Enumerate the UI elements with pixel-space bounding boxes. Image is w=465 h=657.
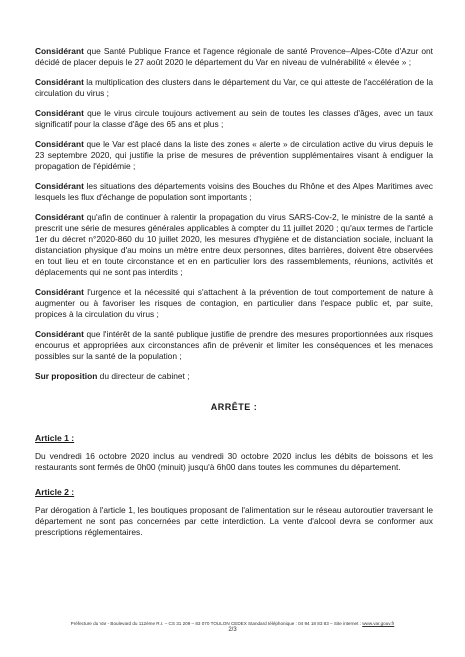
paragraph-lead: Considérant [35, 139, 84, 149]
article-title: Article 2 : [35, 487, 75, 497]
paragraph-lead: Considérant [35, 181, 84, 191]
paragraph-lead: Considérant [35, 212, 84, 222]
footer-address [0, 620, 465, 627]
article-text: Du vendredi 16 octobre 2020 inclus au vendredi 30 octobre 2020 inclus les débits de boissons et les restaurants sont fermés de 0h00 (minuit) jusqu'à 6h00 dans toutes les communes du département. [35, 451, 433, 472]
paragraph-lead: Considérant [35, 329, 84, 339]
paragraph-text: du directeur de cabinet ; [97, 371, 190, 381]
paragraph-text: la multiplication des clusters dans le département du Var, ce qui atteste de l'accélération de la circulation du virus ; [35, 77, 433, 98]
article-title: Article 1 : [35, 433, 75, 443]
considerant-paragraph [35, 329, 433, 362]
article-text: Par dérogation à l'article 1, les boutiques proposant de l'alimentation sur le réseau autoroutier traversant le département ne sont pas concernées par cette interdiction. La vente d'alcool devra se conformer aux prescriptions réglementaires. [35, 505, 433, 537]
paragraph-text: que l'intérêt de la santé publique justifie de prendre des mesures proportionnées aux risques encourus et appropriées aux circonstances afin de prévenir et limiter les conséquences et les menaces possibles sur la santé de la population ; [35, 329, 433, 361]
considerant-paragraph [35, 181, 433, 203]
considerant-paragraph [35, 108, 433, 130]
proposition-paragraph [35, 371, 433, 382]
paragraph-text: les situations des départements voisins des Bouches du Rhône et des Alpes Maritimes avec lesquels les flux d'échange de population sont importants ; [35, 181, 433, 202]
page-footer [0, 620, 465, 634]
considerant-paragraph [35, 139, 433, 172]
arrete-heading: ARRÊTE : [210, 402, 258, 412]
footer-website-link[interactable]: www.var.gouv.fr [362, 621, 395, 626]
paragraph-text: que le Var est placé dans la liste des zones « alerte » de circulation active du virus depuis le 23 septembre 2020, qui justifie la prise de mesures de prévention supplémentaires visant à endiguer la propagation de l'épidémie ; [35, 139, 433, 171]
footer-address-text: Préfecture du Var - Boulevard du 112ème R.I. – CS 31 209 – 83 070 TOULON CEDEX Standard téléphonique : 04 94 18 83 83 – Site internet : [70, 621, 363, 626]
paragraph-text: que le virus circule toujours activement au sein de toutes les classes d'âges, avec un taux significatif pour la classe d'âge des 65 ans et plus ; [35, 108, 433, 129]
considerant-list [35, 46, 433, 382]
paragraph-lead: Considérant [35, 46, 84, 56]
considerant-paragraph [35, 287, 433, 320]
paragraph-text: l'urgence et la nécessité qui s'attachent à la prévention de tout comportement de nature à augmenter ou à favoriser les risques de contagion, en particulier dans l'espace public et, par suite, propices à la circulation du virus ; [35, 287, 433, 319]
page-number: 2/3 [228, 627, 237, 633]
paragraph-text: qu'afin de continuer à ralentir la propagation du virus SARS-Cov-2, le ministre de la santé a prescrit une série de mesures générales applicables à compter du 11 juillet 2020 ; qu'aux termes de l'article 1er du décret n°2020-860 du 10 juillet 2020, les mesures d'hygiène et de distanciation sociale, incluant la distanciation physique d'au moins un mètre entre deux personnes, dites barrières, doivent être observées en tout lieu et en toute circonstance et en en particulier lors des rassemblements, réunions, activités et déplacements qui ne sont pas interdits ; [35, 212, 433, 277]
paragraph-lead: Sur proposition [35, 371, 98, 381]
considerant-paragraph [35, 77, 433, 99]
considerant-paragraph [35, 212, 433, 278]
article-2 [35, 482, 433, 538]
paragraph-lead: Considérant [35, 108, 84, 118]
paragraph-lead: Considérant [35, 77, 84, 87]
article-1 [35, 428, 433, 473]
paragraph-text: que Santé Publique France et l'agence régionale de santé Provence–Alpes-Côte d'Azur ont décidé de placer depuis le 27 août 2020 le département du Var en niveau de vulnérabilité « élevée » ; [35, 46, 433, 67]
paragraph-lead: Considérant [35, 287, 84, 297]
considerant-paragraph [35, 46, 433, 68]
